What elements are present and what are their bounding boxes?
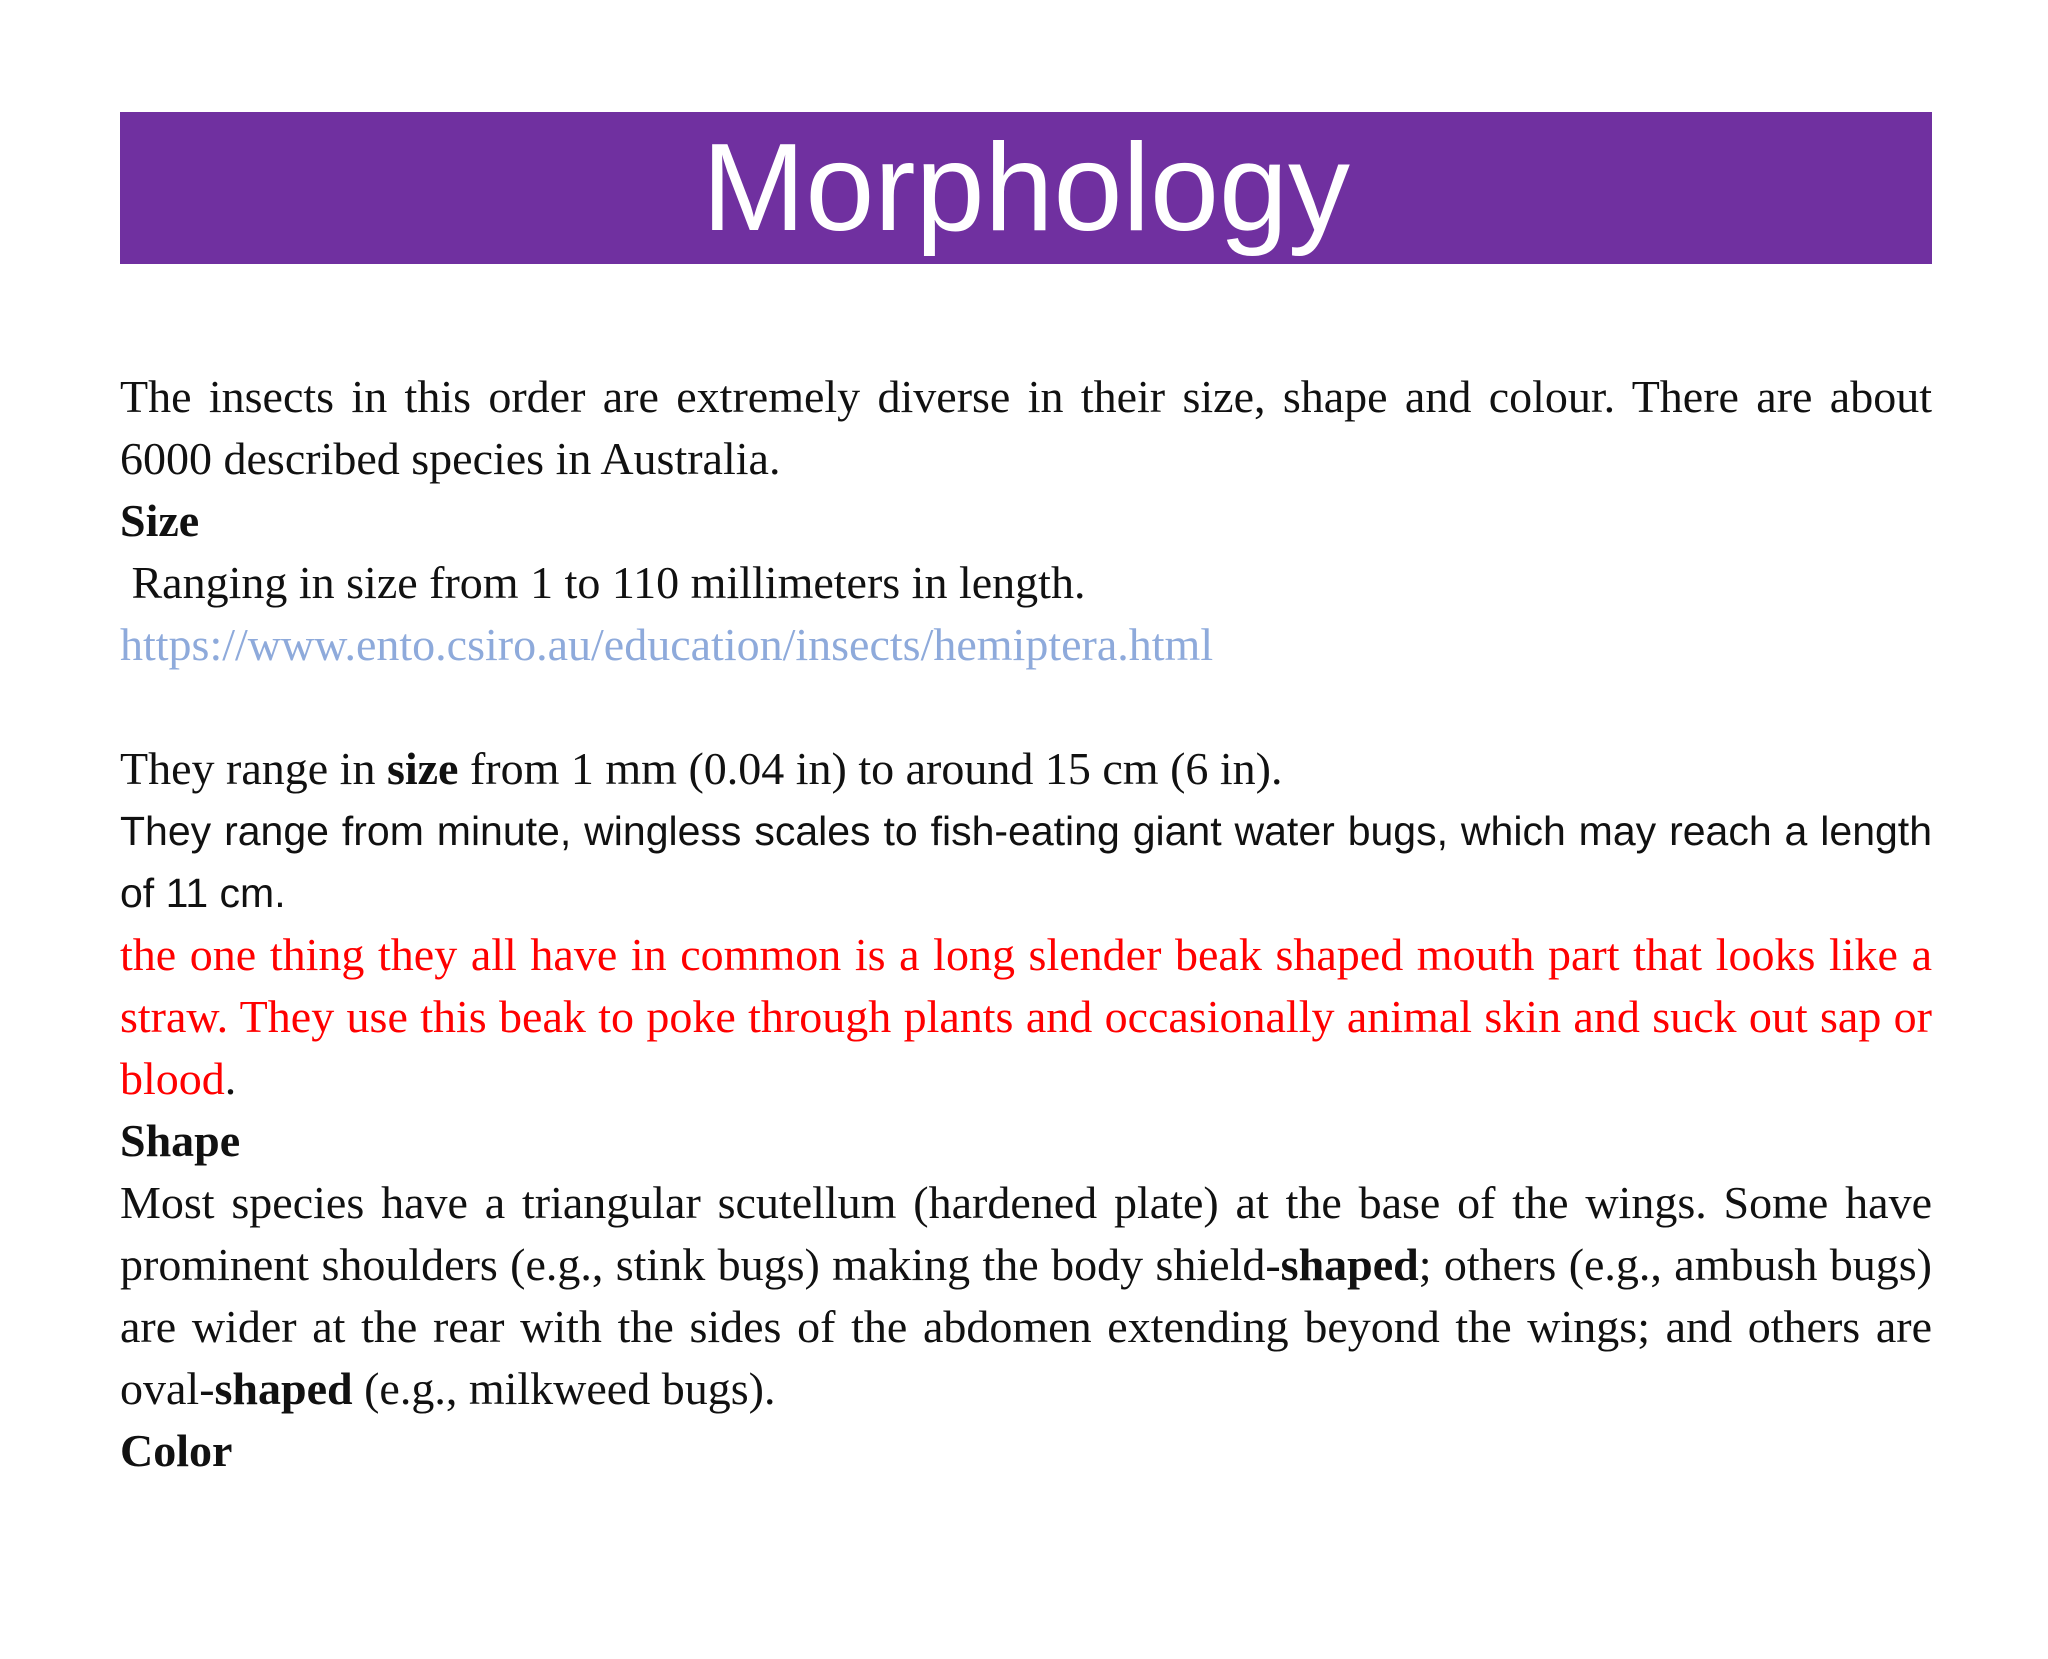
size-range-paragraph: [120, 738, 1932, 800]
size-range-before: They range in: [120, 743, 387, 794]
shape-text-3: (e.g., milkweed bugs).: [352, 1363, 776, 1414]
beak-end: .: [224, 1053, 237, 1104]
shape-heading: Shape: [120, 1115, 241, 1166]
shape-bold-1: shaped: [1280, 1239, 1419, 1290]
blank-line: [120, 676, 1932, 738]
size-range-text: Ranging in size from 1 to 110 millimeters in length.: [120, 557, 1086, 608]
shape-text-1: Most species have a triangular scutellum (hardened plate) at the base of the wings. Some have prominent shoulders (e.g., stink bugs) making the body shield-: [120, 1177, 1932, 1290]
color-heading: Color: [120, 1425, 233, 1476]
size-range-after: from 1 mm (0.04 in) to around 15 cm (6 in).: [458, 743, 1283, 794]
source-link-line: [120, 614, 1932, 676]
size-heading: Size: [120, 495, 200, 546]
size-range-detail: They range from minute, wingless scales to fish-eating giant water bugs, which may reach a length of 11 cm.: [120, 808, 1932, 916]
beak-text: the one thing they all have in common is a long slender beak shaped mouth part that looks like a straw. They use this beak to poke through plants and occasionally animal skin and suck out sap or blood: [120, 929, 1932, 1104]
shape-text-2: ; others (e.g., ambush bugs) are wider at the rear with the sides of the abdomen extending beyond the wings; and others are oval-: [120, 1239, 1932, 1414]
beak-paragraph: [120, 924, 1932, 1110]
size-range-bold: size: [386, 743, 459, 794]
shape-paragraph: [120, 1172, 1932, 1420]
source-link[interactable]: https://www.ento.csiro.au/education/insects/hemiptera.html: [120, 619, 1214, 670]
slide-body: [120, 366, 1932, 1482]
shape-bold-2: shaped: [214, 1363, 353, 1414]
slide-title: Morphology: [120, 112, 1932, 264]
intro-paragraph: The insects in this order are extremely diverse in their size, shape and colour. There are about 6000 described species in Australia.: [120, 371, 1932, 484]
